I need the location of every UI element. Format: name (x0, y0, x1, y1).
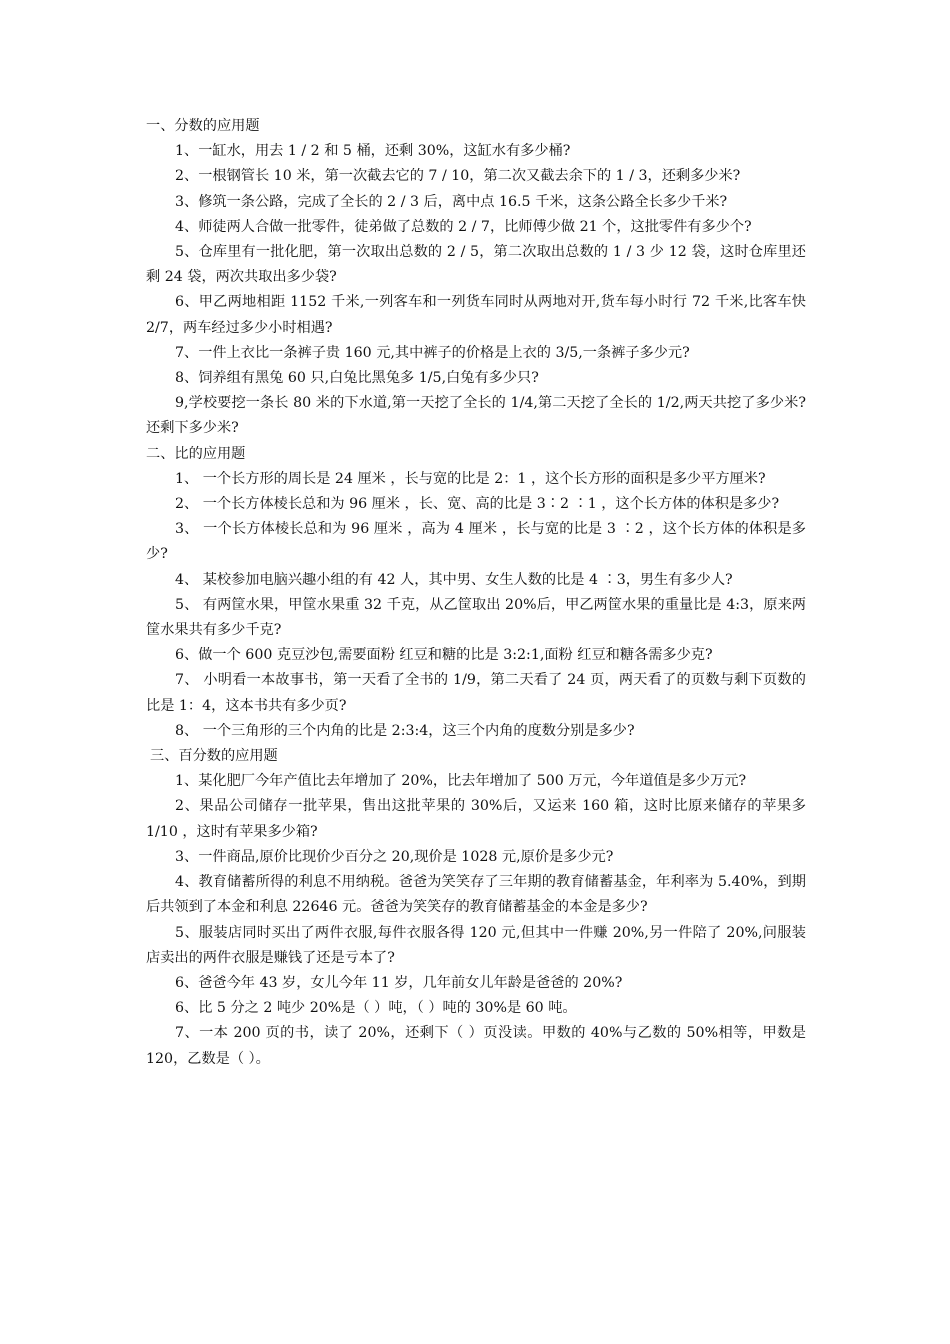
problem-item: 2、一根钢管长 10 米，第一次截去它的 7 / 10，第二次又截去余下的 1 / 3，还剩多少米? (175, 168, 741, 185)
problem-item: 6、比 5 分之 2 吨少 20%是（ ）吨，（ ）吨的 30%是 60 吨。 (175, 1000, 577, 1017)
problem-item: 6、做一个 600 克豆沙包,需要面粉 红豆和糖的比是 3:2:1,面粉 红豆和糖各需多少克? (175, 647, 713, 664)
problem-item: 4、师徒两人合做一批零件，徒弟做了总数的 2 / 7，比师傅少做 21 个，这批零件有多少个? (175, 218, 752, 235)
problem-item: 1、某化肥厂今年产值比去年增加了 20%，比去年增加了 500 万元，今年道值是多少万元? (175, 773, 747, 790)
problem-item: 2、 一个长方体棱长总和为 96 厘米 ，长、宽、高的比是 3∶2 ∶1 ，这个长方体的体积是多少? (175, 496, 780, 513)
problem-item: 8、饲养组有黑兔 60 只,白兔比黑兔多 1/5,白兔有多少只? (175, 370, 539, 387)
document-body (146, 114, 806, 1072)
problem-item: 6、甲乙两地相距 1152 千米,一列客车和一列货车同时从两地对开,货车每小时行 72 千米,比客车快 2/7，两车经过多少小时相遇? (146, 294, 806, 336)
section-heading-fractions: 一、分数的应用题 (146, 118, 260, 134)
problem-item: 7、一件上衣比一条裤子贵 160 元,其中裤子的价格是上衣的 3/5,一条裤子多少元? (175, 344, 690, 361)
section-heading-ratios: 二、比的应用题 (146, 445, 246, 462)
problem-item: 8、 一个三角形的三个内角的比是 2:3:4，这三个内角的度数分别是多少? (175, 722, 635, 739)
problem-item: 5、服装店同时买出了两件衣服,每件衣服各得 120 元,但其中一件赚 20%,另一件陪了 20%,问服装店卖出的两件衣服是赚钱了还是亏本了? (146, 924, 806, 966)
problem-item: 4、教育储蓄所得的利息不用纳税。爸爸为笑笑存了三年期的教育储蓄基金，年利率为 5.40%，到期后共领到了本金和利息 22646 元。爸爸为笑笑存的教育储蓄基金的本金是多少? (146, 874, 806, 916)
problem-item: 5、 有两筐水果，甲筐水果重 32 千克，从乙筐取出 20%后，甲乙两筐水果的重量比是 4:3，原来两筐水果共有多少千克? (146, 596, 806, 639)
problem-item: 1、 一个长方形的周长是 24 厘米 ，长与宽的比是 2：1 ，这个长方形的面积是多少平方厘米? (175, 470, 766, 487)
problem-item: 3、一件商品,原价比现价少百分之 20,现价是 1028 元,原价是多少元? (175, 848, 614, 865)
problem-item: 6、爸爸今年 43 岁，女儿今年 11 岁，几年前女儿年龄是爸爸的 20%? (175, 974, 623, 991)
problem-item: 9,学校要挖一条长 80 米的下水道,第一天挖了全长的 1/4,第二天挖了全长的 1/2,两天共挖了多少米?还剩下多少米? (146, 395, 806, 437)
problem-item: 2、果品公司储存一批苹果，售出这批苹果的 30%后，又运来 160 箱，这时比原来储存的苹果多 1/10 ，这时有苹果多少箱? (146, 798, 806, 840)
problem-item: 3、 一个长方体棱长总和为 96 厘米 ，高为 4 厘米 ，长与宽的比是 3 ∶2 ，这个长方体的体积是多少? (146, 521, 806, 563)
problem-item: 7、 小明看一本故事书，第一天看了全书的 1/9，第二天看了 24 页，两天看了的页数与剩下页数的比是 1：4，这本书共有多少页? (146, 672, 806, 714)
problem-item: 5、仓库里有一批化肥，第一次取出总数的 2 / 5，第二次取出总数的 1 / 3 少 12 袋，这时仓库里还剩 24 袋，两次共取出多少袋? (146, 244, 806, 286)
problem-item: 1、一缸水，用去 1 / 2 和 5 桶，还剩 30%，这缸水有多少桶? (175, 143, 571, 160)
problem-item: 4、 某校参加电脑兴趣小组的有 42 人，其中男、女生人数的比是 4 ∶3，男生有多少人? (175, 571, 733, 588)
problem-item: 3、修筑一条公路，完成了全长的 2 / 3 后，离中点 16.5 千米，这条公路全长多少千米? (175, 193, 728, 210)
section-heading-percentages: 三、百分数的应用题 (150, 748, 278, 765)
problem-item: 7、一本 200 页的书，读了 20%，还剩下（ ）页没读。甲数的 40%与乙数的 50%相等，甲数是 120，乙数是（ ）。 (146, 1025, 806, 1067)
